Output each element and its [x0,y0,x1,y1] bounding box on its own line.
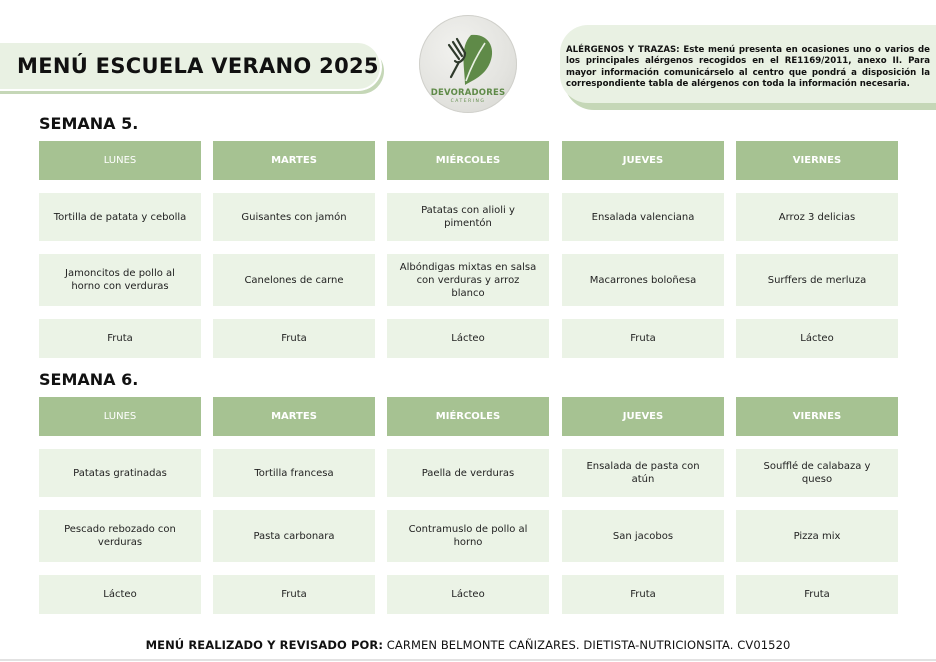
dish-cell: San jacobos [562,510,724,562]
day-header: MIÉRCOLES [387,397,549,436]
dish-cell: Fruta [562,319,724,358]
footer-value: CARMEN BELMONTE CAÑIZARES. DIETISTA-NUTRICIONSITA. CV01520 [386,638,791,652]
dish-cell: Pescado rebozado con verduras [39,510,201,562]
dish-cell: Guisantes con jamón [213,193,375,241]
dish-cell: Surffers de merluza [736,254,898,306]
dish-cell: Lácteo [39,575,201,614]
dish-cell: Fruta [39,319,201,358]
dish-cell: Patatas gratinadas [39,449,201,497]
dish-cell: Contramuslo de pollo al horno [387,510,549,562]
dish-cell: Paella de verduras [387,449,549,497]
dish-cell: Canelones de carne [213,254,375,306]
day-header: LUNES [39,397,201,436]
day-header: JUEVES [562,397,724,436]
allergen-box [560,25,936,103]
dish-cell: Arroz 3 delicias [736,193,898,241]
allergen-notice: ALÉRGENOS Y TRAZAS: Este menú presenta en ocasiones uno o varios de los principales alérgenos recogidos en el RE1169/2011, anexo II. Para mayor información comunicárselo al centro que pondrá a disposición la correspondiente tabla de alérgenos con toda la información necesaria. [566,45,930,90]
dish-cell: Lácteo [736,319,898,358]
dish-cell: Patatas con alioli y pimentón [387,193,549,241]
footer-credit [0,638,936,652]
day-header: LUNES [39,141,201,180]
dish-cell: Fruta [736,575,898,614]
dish-cell: Soufflé de calabaza y queso [736,449,898,497]
dish-cell: Albóndigas mixtas en salsa con verduras y arroz blanco [387,254,549,306]
dish-cell: Fruta [213,319,375,358]
day-header: VIERNES [736,141,898,180]
day-header: VIERNES [736,397,898,436]
dish-cell: Fruta [213,575,375,614]
dish-cell: Pizza mix [736,510,898,562]
day-header: JUEVES [562,141,724,180]
page-title: MENÚ ESCUELA VERANO 2025 [17,54,379,78]
dish-cell: Tortilla de patata y cebolla [39,193,201,241]
logo-subtitle: CATERING [450,99,486,104]
logo-name: DEVORADORES [430,88,506,98]
dish-cell: Macarrones boloñesa [562,254,724,306]
dish-cell: Lácteo [387,575,549,614]
dish-cell: Jamoncitos de pollo al horno con verduras [39,254,201,306]
day-header: MIÉRCOLES [387,141,549,180]
dish-cell: Lácteo [387,319,549,358]
footer-label: MENÚ REALIZADO Y REVISADO POR: [145,638,384,652]
day-header: MARTES [213,141,375,180]
dish-cell: Ensalada de pasta con atún [562,449,724,497]
devoradores-logo [419,15,517,113]
day-header: MARTES [213,397,375,436]
dish-cell: Tortilla francesa [213,449,375,497]
week-heading: SEMANA 5. [39,114,139,133]
dish-cell: Ensalada valenciana [562,193,724,241]
dish-cell: Pasta carbonara [213,510,375,562]
week-heading: SEMANA 6. [39,370,139,389]
dish-cell: Fruta [562,575,724,614]
title-pill [0,43,382,91]
footer-divider [0,659,936,661]
